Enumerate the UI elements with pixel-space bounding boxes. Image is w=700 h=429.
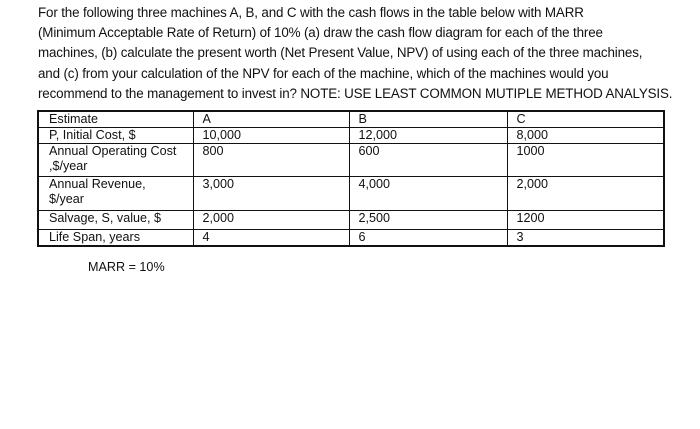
row-label: [38, 144, 194, 177]
row-label-text: Annual Operating Cost ,$/year: [49, 144, 177, 173]
cell-a: 4: [194, 230, 350, 247]
header-estimate: Estimate: [38, 111, 194, 128]
row-label: Salvage, S, value, $: [38, 211, 194, 230]
row-label: P, Initial Cost, $: [38, 128, 194, 144]
question-line: recommend to the management to invest in? NOTE: USE LEAST COMMON MUTIPLE METHOD ANALYSIS.: [38, 85, 673, 101]
table-row-salvage: [38, 211, 664, 230]
cell-c: 1000: [508, 144, 664, 177]
cell-c: 8,000: [508, 128, 664, 144]
cell-a: 3,000: [194, 177, 350, 211]
table-row-revenue: [38, 177, 664, 211]
table-row-operating-cost: [38, 144, 664, 177]
header-machine-a: A: [194, 111, 350, 128]
cell-b: 6: [350, 230, 508, 247]
question-line: For the following three machines A, B, and C with the cash flows in the table below with MARR: [38, 5, 584, 20]
question-text: [38, 3, 673, 104]
header-machine-b: B: [350, 111, 508, 128]
cell-c: 3: [508, 230, 664, 247]
question-line: machines, (b) calculate the present worth (Net Present Value, NPV) of using each of the three machines,: [38, 45, 643, 61]
row-label: Life Span, years: [38, 230, 194, 247]
question-line: (Minimum Acceptable Rate of Return) of 10% (a) draw the cash flow diagram for each of the three: [38, 25, 603, 41]
question-line: and (c) from your calculation of the NPV for each of the machine, which of the machines would you: [38, 65, 609, 81]
cell-b: 12,000: [350, 128, 508, 144]
row-label: [38, 177, 194, 211]
cell-b: 4,000: [350, 177, 508, 211]
cell-c: 2,000: [508, 177, 664, 211]
cell-a: 10,000: [194, 128, 350, 144]
row-label-text: Annual Revenue, $/year: [49, 177, 146, 206]
cash-flow-table: [37, 110, 665, 247]
table-row-initial-cost: [38, 128, 664, 144]
cell-c: 1200: [508, 211, 664, 230]
marr-note: MARR = 10%: [88, 260, 165, 274]
cell-b: 2,500: [350, 211, 508, 230]
table-header-row: [38, 111, 664, 128]
cell-b: 600: [350, 144, 508, 177]
table-row-life-span: [38, 230, 664, 247]
cell-a: 2,000: [194, 211, 350, 230]
header-machine-c: C: [508, 111, 664, 128]
cell-a: 800: [194, 144, 350, 177]
